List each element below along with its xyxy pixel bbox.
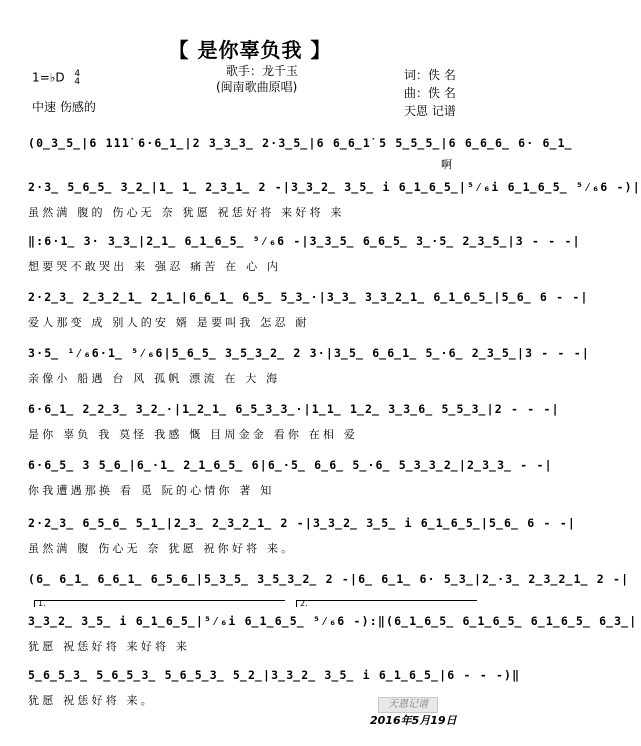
- transcription-date: 2016年5月19日: [370, 714, 457, 727]
- time-top: 4: [74, 69, 81, 79]
- system-8: [28, 516, 576, 555]
- system-2: [28, 180, 641, 219]
- key-signature: [32, 70, 80, 86]
- notation-line: ‖:6·1̲ 3· 3̲3̲|2̲1̲ 6̲1̲6̲5̲ ⁵⁄₆6 -|3̲3̲5̲ 6̲6̲5̲ 3̲·5̲ 2̲3̲5̲|3 - - -|: [28, 234, 581, 248]
- time-signature: [74, 70, 80, 86]
- system-9: [28, 572, 630, 588]
- key-value: 1=♭D: [32, 70, 65, 85]
- notation-line: 5̲6̲5̲3̲ 5̲6̲5̲3̲ 5̲6̲5̲3̲ 5̲2̲|3̲3̲2̲ 3̲5̲ i 6̲1̲6̲5̲|6 - - -)‖: [28, 668, 521, 682]
- subtitle: (闽南歌曲原唱): [216, 80, 298, 94]
- notation-line: 6·6̲1̲ 2̲2̲3̲ 3̲2̲·|1̲2̲1̲ 6̲5̲3̲3̲·|1̲1̲ 1̲2̲ 3̲3̲6̲ 5̲5̲3̲|2 - - -|: [28, 402, 560, 416]
- notation-line: 6·6̲5̲ 3 5̲6̲|6̲·1̲ 2̲1̲6̲5̲ 6|6̲·5̲ 6̲6̲ 5̲·6̲ 5̲3̲3̲2̲|2̲3̲3̲ - -|: [28, 458, 553, 472]
- transcriber-stamp: 天恩记谱: [378, 697, 438, 713]
- volta-number: 2.: [300, 599, 308, 608]
- notation-line: 2·3̲ 5̲6̲5̲ 3̲2̲|1̲ 1̲ 2̲3̲1̲ 2 -|3̲3̲2̲ 3̲5̲ i 6̲1̲6̲5̲|⁵⁄₆i 6̲1̲6̲5̲ ⁵⁄₆6 -)|: [28, 180, 641, 194]
- notation-line: 2·2̲3̲ 2̲3̲2̲1̲ 2̲1̲|6̲6̲1̲ 6̲5̲ 5̲3̲·|3̲3̲ 3̲3̲2̲1̲ 6̲1̲6̲5̲|5̲6̲ 6 - -|: [28, 290, 589, 304]
- lyric-line: 犹愿 祝恁好将 来。: [28, 694, 155, 707]
- time-bottom: 4: [74, 77, 81, 87]
- transcriber-credit: 天恩 记谱: [404, 104, 456, 118]
- notation-line: (6̲ 6̲1̲ 6̲6̲1̲ 6̲5̲6̲|5̲3̲5̲ 3̲5̲3̲2̲ 2 -|6̲ 6̲1̲ 6· 5̲3̲|2̲·3̲ 2̲3̲2̲1̲ 2 -|: [28, 572, 630, 586]
- lyric-line: 是你 辜负 我 莫怪 我感 慨 目周金金 看你 在相 爱: [28, 428, 359, 441]
- system-6: [28, 402, 560, 441]
- lyric-line: 想要哭不敢哭出 来 强忍 痛苦 在 心 内: [28, 260, 282, 273]
- system-7: [28, 458, 553, 497]
- tempo-marking: 中速 伤感的: [32, 100, 96, 114]
- system-5: [28, 346, 591, 385]
- lyric-line: 虽然满 腹的 伤心无 奈 犹愿 祝恁好将 来好将 来: [28, 206, 345, 219]
- lyric-line: 亲像小 船遇 台 风 孤帆 漂流 在 大 海: [28, 372, 281, 385]
- lyricist-credit: 词：佚 名: [404, 68, 456, 82]
- notation-line: 3·5̲ ¹⁄₆6·1̲ ⁵⁄₆6|5̲6̲5̲ 3̲5̲3̲2̲ 2 3·|3̲5̲ 6̲6̲1̲ 5̲·6̲ 2̲3̲5̲|3 - - -|: [28, 346, 591, 360]
- system-3: [28, 234, 581, 273]
- lyric-line: 虽然满 腹 伤心无 奈 犹愿 祝你好将 来。: [28, 542, 296, 555]
- volta-bracket-1: [34, 600, 285, 607]
- volta-number: 1.: [38, 599, 46, 608]
- page-title: 【 是你辜负我 】: [168, 38, 332, 62]
- notation-line: 3̲3̲2̲ 3̲5̲ i 6̲1̲6̲5̲|⁵⁄₆i 6̲1̲6̲5̲ ⁵⁄₆6 -):‖(6̲1̲6̲5̲ 6̲1̲6̲5̲ 6̲1̲6̲5̲ 6̲3̲|: [28, 614, 638, 628]
- system-4: [28, 290, 589, 329]
- lyric-line: 爱人那变 成 别人的安 婿 是要叫我 怎忍 耐: [28, 316, 310, 329]
- extra-lyric: 啊: [441, 158, 452, 171]
- system-10: [28, 614, 638, 653]
- notation-line: 2·2̲3̲ 6̲5̲6̲ 5̲1̲|2̲3̲ 2̲3̲2̲1̲ 2 -|3̲3̲2̲ 3̲5̲ i 6̲1̲6̲5̲|5̲6̲ 6 - -|: [28, 516, 576, 530]
- notation-line: (0̲3̲5̲|6 1̇1̇1̇ 6·6̲1̲|2 3̲3̲3̲ 2·3̲5̲|6 6̲6̲1̇ 5 5̲5̲5̲|6 6̲6̲6̲ 6· 6̲1̲: [28, 136, 573, 150]
- volta-bracket-2: [296, 600, 477, 607]
- system-1: [28, 136, 573, 152]
- singer-credit: 歌手：龙千玉: [226, 64, 299, 78]
- composer-credit: 曲：佚 名: [404, 86, 456, 100]
- lyric-line: 犹愿 祝恁好将 来好将 来: [28, 640, 191, 653]
- lyric-line: 你我遭遇那换 看 觅 阮的心情你 著 知: [28, 484, 275, 497]
